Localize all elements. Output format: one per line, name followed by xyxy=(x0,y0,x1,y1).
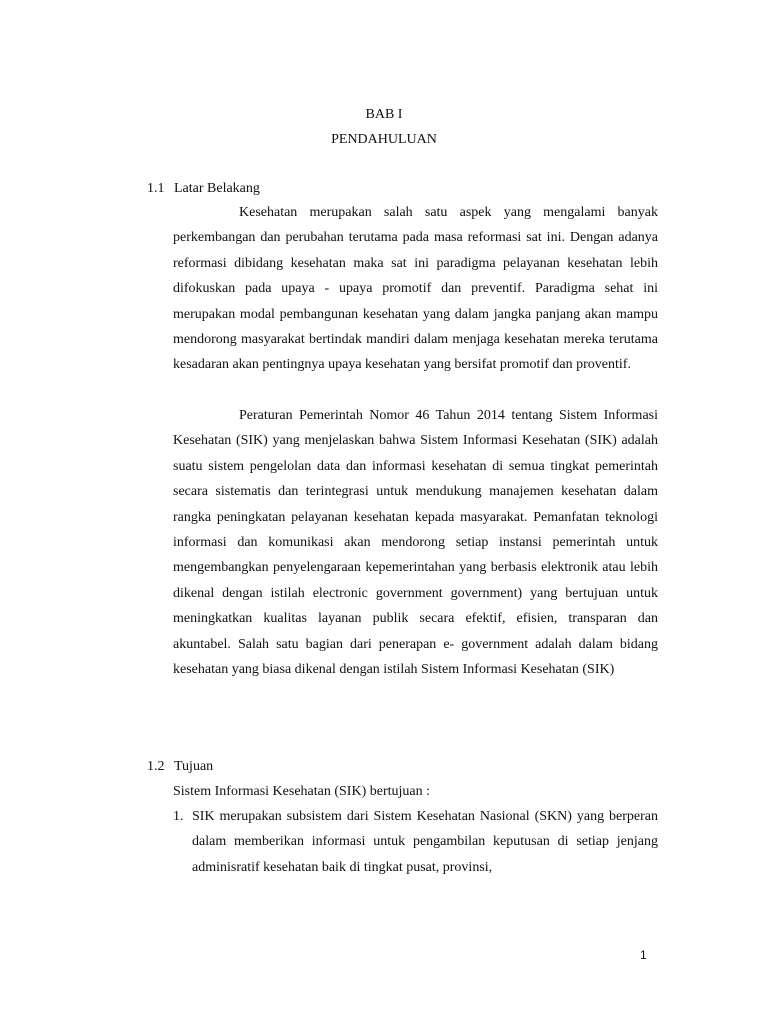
list-item xyxy=(173,804,658,880)
paragraph-1: Kesehatan merupakan salah satu aspek yang mengalami banyak perkembangan dan perubahan terutama pada masa reformasi sat ini. Dengan adanya reformasi dibidang kesehatan maka sat ini paradigma pelayanan kesehatan lebih difokuskan pada upaya - upaya promotif dan preventif. Paradigma sehat ini merupakan modal pembangunan kesehatan yang dalam jangka panjang akan mampu mendorong masyarakat bertindak mandiri dalam menjaga kesehatan mereka terutama kesadaran akan pentingnya upaya kesehatan yang bersifat promotif dan proventif. xyxy=(173,205,658,373)
page-number: 1 xyxy=(640,948,647,962)
chapter-label: BAB I xyxy=(365,107,403,122)
chapter-title: PENDAHULUAN xyxy=(331,132,437,147)
section-heading-latar-belakang xyxy=(147,180,260,198)
section-number: 1.1 xyxy=(147,181,165,196)
list-item-text: SIK merupakan subsistem dari Sistem Kesehatan Nasional (SKN) yang berperan dalam memberikan informasi untuk pengambilan keputusan di setiap jenjang adminisratif kesehatan baik di tingkat pusat, provinsi, xyxy=(192,809,658,875)
section-title: Latar Belakang xyxy=(174,181,260,196)
section-title: Tujuan xyxy=(174,759,214,774)
list-marker: 1. xyxy=(173,809,184,824)
section-heading-tujuan xyxy=(147,758,213,776)
section-number: 1.2 xyxy=(147,759,165,774)
paragraph-2: Peraturan Pemerintah Nomor 46 Tahun 2014 tentang Sistem Informasi Kesehatan (SIK) yang menjelaskan bahwa Sistem Informasi Kesehatan (SIK) adalah suatu sistem pengelolan data dan informasi kesehatan di semua tingkat pemerintah secara sistematis dan terintegrasi untuk mendukung manajemen kesehatan dalam rangka peningkatan pelayanan kesehatan kepada masyarakat. Pemanfatan teknologi informasi dan komunikasi akan mendorong setiap instansi pemerintah untuk mengembangkan penyelengaraan kepemerintahan yang berbasis elektronik atau lebih dikenal dengan istilah electronic government government) yang bertujuan untuk meningkatkan kualitas layanan publik secara efektif, efisien, transparan dan akuntabel. Salah satu bagian dari penerapan e- government adalah dalam bidang kesehatan yang biasa dikenal dengan istilah Sistem Informasi Kesehatan (SIK) xyxy=(173,408,658,678)
tujuan-intro: Sistem Informasi Kesehatan (SIK) bertujuan : xyxy=(173,784,430,799)
